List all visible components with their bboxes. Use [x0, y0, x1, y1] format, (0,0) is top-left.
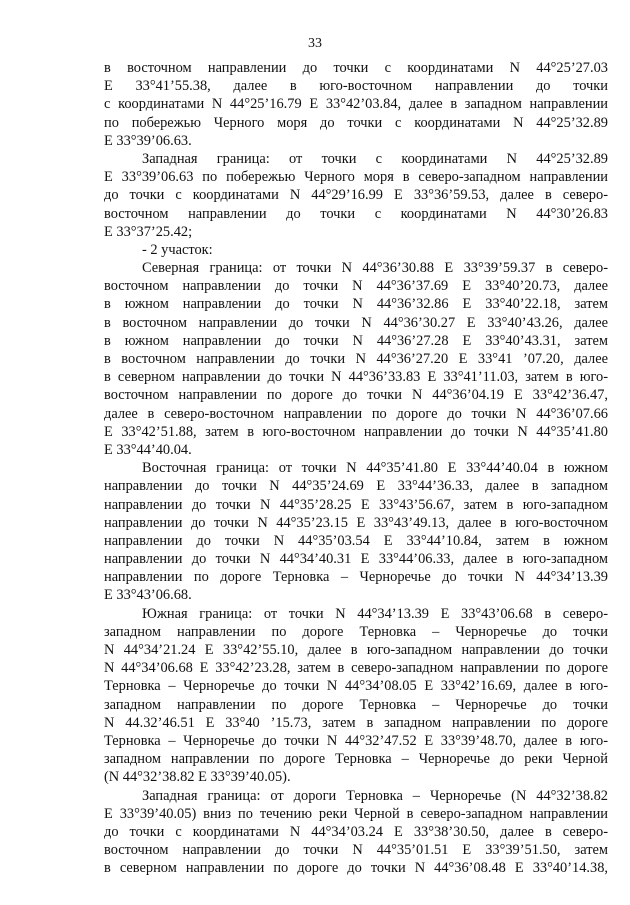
text-line: в южном направлении до точки N 44°36’32.86 E 33°40’22.18, затем: [104, 296, 608, 313]
text-line: E 33°39’06.63 по побережью Черного моря в северо-западном направлении: [104, 169, 608, 186]
text-line: направлении по дороге Терновка – Черноречье до точки N 44°34’13.39: [104, 569, 608, 586]
text-line: в восточном направлении до точки N 44°36’27.20 E 33°41 ’07.20, далее: [104, 351, 608, 367]
text-line: N 44.32’46.51 E 33°40 ’15.73, затем в западном направлении по дороге: [104, 714, 608, 731]
text-line: E 33°41’55.38, далее в юго-восточном направлении до точки: [104, 78, 608, 95]
section-heading: - 2 участок:: [142, 241, 213, 258]
text-line: направлении до точки N 44°34’40.31 E 33°44’06.33, далее в юго-западном: [104, 551, 608, 568]
text-line: Терновка – Черноречье до точки N 44°32’47.52 E 33°39’48.70, далее в юго-: [104, 732, 608, 749]
text-line: в восточном направлении до точки N 44°36’30.27 E 33°40’43.26, далее: [104, 314, 608, 331]
text-line: (N 44°32’38.82 E 33°39’40.05).: [104, 769, 291, 786]
text-line: направлении до точки N 44°35’28.25 E 33°43’56.67, затем в юго-западном: [104, 496, 608, 513]
text-line: далее в северо-восточном направлении по дороге до точки N 44°36’07.66: [104, 405, 608, 422]
text-line: восточном направлении до точки N 44°35’01.51 E 33°39’51.50, затем: [104, 842, 608, 859]
text-line: в южном направлении до точки N 44°36’27.28 E 33°40’43.31, затем: [104, 332, 608, 349]
text-line: E 33°43’06.68.: [104, 587, 192, 604]
text-line: Терновка – Черноречье до точки N 44°34’08.05 E 33°42’16.69, далее в юго-: [104, 678, 608, 695]
text-line: направлении до точки N 44°35’24.69 E 33°44’36.33, далее в западном: [104, 478, 608, 495]
text-line: западном направлении по дороге Терновка – Черноречье до точки: [104, 623, 608, 640]
text-line: Южная граница: от точки N 44°34’13.39 E 33°43’06.68 в северо-: [142, 605, 608, 622]
text-line: E 33°39’06.63.: [104, 132, 192, 149]
text-line: западном направлении по дороге Терновка – Черноречье до точки: [104, 696, 608, 713]
text-line: N 44°34’21.24 E 33°42’55.10, далее в юго-западном направлении до точки: [104, 642, 608, 658]
text-line: E 33°37’25.42;: [104, 223, 193, 240]
text-line: E 33°39’40.05) вниз по течению реки Черной в северо-западном направлении: [104, 805, 608, 822]
text-line: по побережью Черного моря до точки с координатами N 44°25’32.89: [104, 114, 608, 131]
text-line: западном направлении по дороге Терновка – Черноречье до реки Черной: [104, 751, 608, 768]
text-line: в северном направлении до точки N 44°36’33.83 E 33°41’11.03, затем в юго-: [104, 369, 608, 386]
text-line: с координатами N 44°25’16.79 E 33°42’03.84, далее в западном направлении: [104, 96, 608, 113]
text-line: направлении до точки N 44°35’03.54 E 33°44’10.84, затем в южном: [104, 532, 608, 549]
text-line: в северном направлении по дороге до точки N 44°36’08.48 E 33°40’14.38,: [104, 860, 608, 877]
text-line: N 44°34’06.68 E 33°42’23.28, затем в северо-западном направлении по дороге: [104, 660, 608, 677]
text-line: E 33°42’51.88, затем в юго-восточном направлении до точки N 44°35’41.80: [104, 423, 608, 440]
text-line: восточном направлении по дороге до точки N 44°36’04.19 E 33°42’36.47,: [104, 387, 608, 404]
page-number: 33: [308, 36, 322, 51]
document-body: [104, 59, 608, 877]
text-line: в восточном направлении до точки с координатами N 44°25’27.03: [104, 60, 608, 76]
text-line: восточном направлении до точки с координатами N 44°30’26.83: [104, 205, 608, 222]
text-line: восточном направлении до точки N 44°36’37.69 E 33°40’20.73, далее: [104, 278, 608, 295]
text-line: E 33°44’40.04.: [104, 441, 192, 458]
text-line: до точки с координатами N 44°29’16.99 E 33°36’59.53, далее в северо-: [104, 187, 608, 204]
text-line: Западная граница: от точки с координатами N 44°25’32.89: [142, 150, 608, 167]
text-line: Западная граница: от дороги Терновка – Черноречье (N 44°32’38.82: [142, 787, 608, 804]
text-line: направлении до точки N 44°35’23.15 E 33°43’49.13, далее в юго-восточном: [104, 514, 608, 531]
text-line: Северная граница: от точки N 44°36’30.88 E 33°39’59.37 в северо-: [142, 260, 608, 277]
text-line: Восточная граница: от точки N 44°35’41.80 E 33°44’40.04 в южном: [142, 460, 608, 477]
text-line: до точки с координатами N 44°34’03.24 E 33°38’30.50, далее в северо-: [104, 823, 608, 840]
